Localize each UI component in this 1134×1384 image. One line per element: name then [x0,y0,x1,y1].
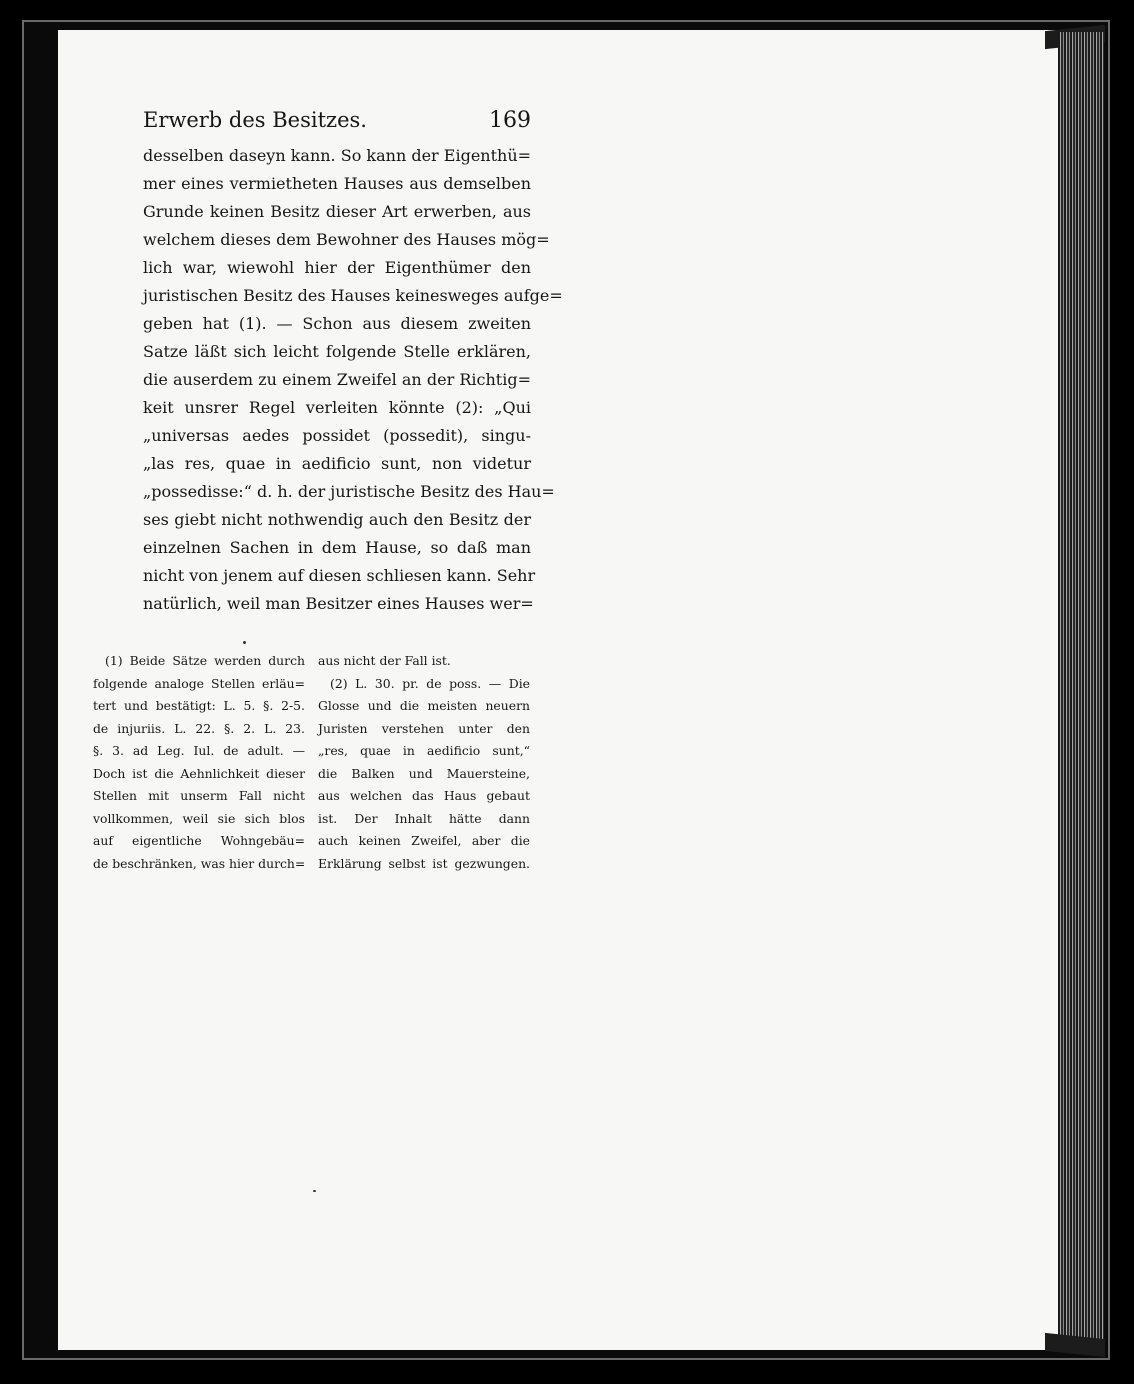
footnote-line: Stellen mit unserm Fall nicht [93,788,305,803]
text-line: natürlich, weil man Besitzer eines Hauses wer= [143,594,534,613]
footnote-line: „res, quae in aedificio sunt,“ [318,743,530,758]
page-header [143,108,531,138]
footnote-line: vollkommen, weil sie sich blos [93,810,305,826]
text-line: desselben daseyn kann. So kann der Eigenthü= [143,146,532,165]
footnote-line: tert und bestätigt: L. 5. §. 2-5. [93,698,305,713]
page-stack-edges [1058,32,1104,1348]
running-head: Erwerb des Besitzes. [143,108,367,132]
footnote-line: Glosse und die meisten neuern [318,698,530,713]
text-line: Grunde keinen Besitz dieser Art erwerben, aus [143,202,531,221]
footnote-line: de beschränken, was hier durch= [93,855,306,871]
text-line: lich war, wiewohl hier der Eigenthümer den [143,258,531,277]
text-line: mer eines vermietheten Hauses aus demselben [143,174,531,193]
text-line: die auserdem zu einem Zweifel an der Richtig= [143,370,531,389]
ink-speck [243,641,246,644]
text-line: ses giebt nicht nothwendig auch den Besitz der [143,510,531,529]
footnote-column-left [93,650,305,875]
footnote-line: (1) Beide Sätze werden durch [105,653,305,668]
footnote-line: §. 3. ad Leg. Iul. de adult. — [93,743,305,758]
footnote-line: Juristen verstehen unter den [318,720,530,736]
footnote-line: aus nicht der Fall ist. [318,653,451,668]
text-line: nicht von jenem auf diesen schliesen kann. Sehr [143,566,536,585]
footnote-line: Doch ist die Aehnlichkeit dieser [93,765,305,781]
footnote-line: Erklärung selbst ist gezwungen. [318,855,530,871]
text-line: „possedisse:“ d. h. der juristische Besitz des Hau= [143,482,555,501]
footnote-line: de injuriis. L. 22. §. 2. L. 23. [93,720,305,736]
footnote-line: (2) L. 30. pr. de poss. — Die [330,675,530,691]
main-text [143,142,563,618]
ink-speck [313,1190,316,1192]
page-number: 169 [489,108,531,133]
text-line: „universas aedes possidet (possedit), singu- [143,426,531,445]
footnote-line: folgende analoge Stellen erläu= [93,675,305,691]
text-line: „las res, quae in aedificio sunt, non videtur [143,454,531,473]
footnote-line: auf eigentliche Wohngebäu= [93,833,305,848]
footnote-line: ist. Der Inhalt hätte dann [318,810,530,826]
text-line: juristischen Besitz des Hauses keinesweges aufge= [143,286,563,305]
footnote-line: auch keinen Zweifel, aber die [318,833,530,848]
footnote-line: die Balken und Mauersteine, [318,765,530,781]
text-line: geben hat (1). — Schon aus diesem zweiten [143,314,531,333]
footnote-line: aus welchen das Haus gebaut [318,788,530,803]
text-line: keit unsrer Regel verleiten könnte (2): „Qui [143,398,531,417]
text-line: einzelnen Sachen in dem Hause, so daß man [143,538,531,557]
footnote-column-right [318,650,530,875]
text-line: welchem dieses dem Bewohner des Hauses mög= [143,230,550,249]
text-line: Satze läßt sich leicht folgende Stelle erklären, [143,342,531,361]
